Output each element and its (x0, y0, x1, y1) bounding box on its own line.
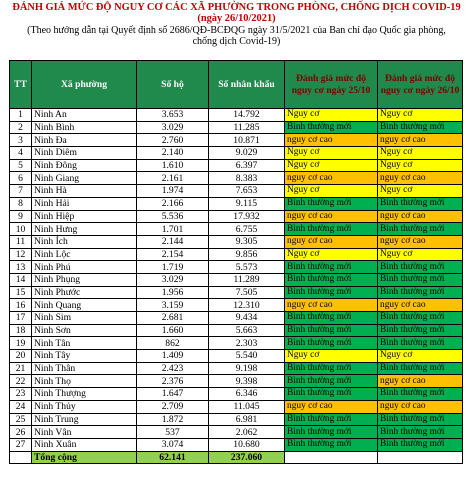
row-ward: Ninh Hiệp (32, 210, 137, 223)
row-population: 9.398 (209, 375, 285, 388)
row-population: 9.305 (209, 235, 285, 248)
table-row (10, 235, 463, 248)
row-households: 3.653 (137, 109, 209, 122)
row-tt: 2 (10, 121, 32, 134)
table-row (10, 172, 463, 185)
row-population: 9.029 (209, 147, 285, 160)
row-risk-2510: Bình thường mới (285, 197, 378, 210)
table-row (10, 261, 463, 274)
row-risk-2510: Bình thường mới (285, 121, 378, 134)
table-row (10, 273, 463, 286)
row-households: 3.074 (137, 438, 209, 451)
row-population: 5.573 (209, 261, 285, 274)
row-tt: 26 (10, 426, 32, 439)
row-tt: 15 (10, 286, 32, 299)
table-row (10, 197, 463, 210)
row-risk-2610: Bình thường mới (378, 197, 463, 210)
row-tt: 17 (10, 312, 32, 325)
row-risk-2510: Bình thường mới (285, 413, 378, 426)
row-risk-2610: Bình thường mới (378, 223, 463, 236)
row-ward: Ninh Trung (32, 413, 137, 426)
row-risk-2510: Nguy cơ (285, 248, 378, 261)
row-population: 5.663 (209, 324, 285, 337)
row-households: 3.029 (137, 121, 209, 134)
row-risk-2510: Bình thường mới (285, 312, 378, 325)
document-title: ĐÁNH GIÁ MỨC ĐỘ NGUY CƠ CÁC XÃ PHƯỜNG TRONG PHÒNG, CHỐNG DỊCH COVID-19 (ngày 26/10/2021) (12, 2, 461, 24)
row-households: 2.760 (137, 134, 209, 147)
row-risk-2610: Nguy cơ (378, 185, 463, 198)
row-tt: 10 (10, 223, 32, 236)
row-risk-2610: Nguy cơ (378, 147, 463, 160)
row-risk-2610: nguy cơ cao (378, 375, 463, 388)
row-ward: Ninh Tây (32, 350, 137, 363)
table-row (10, 223, 463, 236)
row-risk-2610: Bình thường mới (378, 438, 463, 451)
row-tt: 4 (10, 147, 32, 160)
row-tt: 16 (10, 299, 32, 312)
row-households: 1.701 (137, 223, 209, 236)
row-risk-2510: nguy cơ cao (285, 172, 378, 185)
table-row (10, 413, 463, 426)
row-risk-2610: Bình thường mới (378, 388, 463, 401)
row-tt: 20 (10, 350, 32, 363)
row-population: 6.397 (209, 159, 285, 172)
row-households: 1.647 (137, 388, 209, 401)
table-row (10, 400, 463, 413)
row-risk-2510: Bình thường mới (285, 261, 378, 274)
row-risk-2610: Bình thường mới (378, 273, 463, 286)
row-households: 1.974 (137, 185, 209, 198)
row-risk-2510: Nguy cơ (285, 350, 378, 363)
row-risk-2510: Nguy cơ (285, 109, 378, 122)
row-ward: Ninh Hưng (32, 223, 137, 236)
row-population: 8.383 (209, 172, 285, 185)
row-households: 537 (137, 426, 209, 439)
header-risk-2510: Đánh giá mức độ nguy cơ ngày 25/10 (285, 61, 378, 109)
row-population: 9.115 (209, 197, 285, 210)
row-households: 2.161 (137, 172, 209, 185)
row-risk-2510: Bình thường mới (285, 223, 378, 236)
total-label: Tổng cộng (32, 451, 137, 464)
row-risk-2510: Bình thường mới (285, 375, 378, 388)
row-risk-2610: Nguy cơ (378, 248, 463, 261)
table-row (10, 147, 463, 160)
table-row (10, 134, 463, 147)
row-households: 1.872 (137, 413, 209, 426)
table-row (10, 375, 463, 388)
row-risk-2610: nguy cơ cao (378, 210, 463, 223)
row-ward: Ninh Đông (32, 159, 137, 172)
row-households: 1.956 (137, 286, 209, 299)
row-tt: 18 (10, 324, 32, 337)
row-risk-2510: nguy cơ cao (285, 400, 378, 413)
row-tt: 1 (10, 109, 32, 122)
row-risk-2510: nguy cơ cao (285, 299, 378, 312)
row-population: 12.310 (209, 299, 285, 312)
row-risk-2610: Bình thường mới (378, 337, 463, 350)
row-tt: 22 (10, 375, 32, 388)
row-households: 1.409 (137, 350, 209, 363)
row-tt: 25 (10, 413, 32, 426)
row-population: 10.871 (209, 134, 285, 147)
row-risk-2610: Bình thường mới (378, 312, 463, 325)
row-ward: Ninh Vân (32, 426, 137, 439)
row-tt: 23 (10, 388, 32, 401)
row-ward: Ninh Thượng (32, 388, 137, 401)
row-risk-2510: nguy cơ cao (285, 134, 378, 147)
row-risk-2510: Bình thường mới (285, 273, 378, 286)
row-households: 5.536 (137, 210, 209, 223)
table-row (10, 337, 463, 350)
table-row (10, 210, 463, 223)
header-tt: TT (10, 61, 32, 109)
table-row (10, 286, 463, 299)
row-risk-2610: nguy cơ cao (378, 134, 463, 147)
row-risk-2510: Nguy cơ (285, 159, 378, 172)
row-risk-2610: nguy cơ cao (378, 400, 463, 413)
document-subtitle: (Theo hướng dẫn tại Quyết định số 2686/QĐ-BCĐQG ngày 31/5/2021 của Ban chỉ đạo Quốc gia phòng, chống dịch Covid-19) (27, 25, 446, 47)
row-risk-2510: Bình thường mới (285, 362, 378, 375)
row-population: 9.434 (209, 312, 285, 325)
row-ward: Ninh Diêm (32, 147, 137, 160)
row-risk-2610: Bình thường mới (378, 261, 463, 274)
table-row (10, 350, 463, 363)
row-risk-2510: nguy cơ cao (285, 210, 378, 223)
row-population: 6.981 (209, 413, 285, 426)
header-population: Số nhân khẩu (209, 61, 285, 109)
table-row (10, 185, 463, 198)
row-tt: 6 (10, 172, 32, 185)
row-risk-2610: Nguy cơ (378, 159, 463, 172)
row-households: 2.423 (137, 362, 209, 375)
row-ward: Ninh Thọ (32, 375, 137, 388)
row-tt: 19 (10, 337, 32, 350)
row-ward: Ninh Phụng (32, 273, 137, 286)
row-tt: 13 (10, 261, 32, 274)
row-risk-2510: Bình thường mới (285, 337, 378, 350)
row-risk-2610: Bình thường mới (378, 362, 463, 375)
row-tt: 8 (10, 197, 32, 210)
row-households: 1.610 (137, 159, 209, 172)
table-row (10, 121, 463, 134)
table-row (10, 248, 463, 261)
row-households: 862 (137, 337, 209, 350)
total-empty-1 (285, 451, 378, 464)
table-row (10, 426, 463, 439)
row-population: 14.792 (209, 109, 285, 122)
row-ward: Ninh Tân (32, 337, 137, 350)
row-risk-2610: nguy cơ cao (378, 235, 463, 248)
table-row (10, 159, 463, 172)
row-ward: Ninh Giang (32, 172, 137, 185)
row-population: 7.653 (209, 185, 285, 198)
row-population: 6.755 (209, 223, 285, 236)
row-tt: 5 (10, 159, 32, 172)
row-population: 2.303 (209, 337, 285, 350)
row-ward: Ninh Thủy (32, 400, 137, 413)
row-population: 11.289 (209, 273, 285, 286)
row-risk-2610: Bình thường mới (378, 121, 463, 134)
table-row (10, 299, 463, 312)
table-row (10, 324, 463, 337)
row-households: 2.709 (137, 400, 209, 413)
row-population: 9.856 (209, 248, 285, 261)
risk-assessment-table (9, 60, 463, 464)
row-ward: Ninh Bình (32, 121, 137, 134)
row-population: 2.062 (209, 426, 285, 439)
row-risk-2610: nguy cơ cao (378, 299, 463, 312)
total-population: 237.060 (209, 451, 285, 464)
header-risk-2610: Đánh giá mức độ nguy cơ ngày 26/10 (378, 61, 463, 109)
table-row (10, 312, 463, 325)
row-risk-2610: nguy cơ cao (378, 172, 463, 185)
table-row (10, 362, 463, 375)
row-risk-2510: Nguy cơ (285, 147, 378, 160)
row-population: 11.285 (209, 121, 285, 134)
table-row (10, 109, 463, 122)
row-risk-2510: Bình thường mới (285, 438, 378, 451)
row-population: 10.680 (209, 438, 285, 451)
row-population: 9.198 (209, 362, 285, 375)
total-row (10, 451, 463, 464)
row-ward: Ninh Hải (32, 197, 137, 210)
row-households: 3.159 (137, 299, 209, 312)
row-population: 6.346 (209, 388, 285, 401)
row-risk-2610: Bình thường mới (378, 426, 463, 439)
row-households: 2.681 (137, 312, 209, 325)
total-tt (10, 451, 32, 464)
row-risk-2510: Nguy cơ (285, 185, 378, 198)
total-households: 62.141 (137, 451, 209, 464)
row-households: 2.144 (137, 235, 209, 248)
table-row (10, 388, 463, 401)
row-risk-2510: Bình thường mới (285, 426, 378, 439)
row-tt: 27 (10, 438, 32, 451)
row-households: 1.719 (137, 261, 209, 274)
row-population: 11.045 (209, 400, 285, 413)
row-households: 1.660 (137, 324, 209, 337)
row-risk-2610: Nguy cơ (378, 350, 463, 363)
row-ward: Ninh Hà (32, 185, 137, 198)
row-ward: Ninh An (32, 109, 137, 122)
row-risk-2610: Nguy cơ (378, 109, 463, 122)
row-ward: Ninh Phú (32, 261, 137, 274)
row-households: 2.140 (137, 147, 209, 160)
row-ward: Ninh Xuân (32, 438, 137, 451)
row-tt: 11 (10, 235, 32, 248)
row-population: 17.932 (209, 210, 285, 223)
header-ward: Xã phường (32, 61, 137, 109)
row-households: 2.154 (137, 248, 209, 261)
row-tt: 12 (10, 248, 32, 261)
row-households: 2.166 (137, 197, 209, 210)
row-ward: Ninh Sơn (32, 324, 137, 337)
row-tt: 21 (10, 362, 32, 375)
row-ward: Ninh Ích (32, 235, 137, 248)
table-row (10, 438, 463, 451)
row-ward: Ninh Lộc (32, 248, 137, 261)
row-ward: Ninh Phước (32, 286, 137, 299)
row-tt: 24 (10, 400, 32, 413)
row-risk-2510: Bình thường mới (285, 388, 378, 401)
row-ward: Ninh Thân (32, 362, 137, 375)
row-ward: Ninh Quang (32, 299, 137, 312)
row-risk-2610: Bình thường mới (378, 413, 463, 426)
row-ward: Ninh Đa (32, 134, 137, 147)
row-risk-2610: Bình thường mới (378, 324, 463, 337)
row-risk-2510: Bình thường mới (285, 324, 378, 337)
row-risk-2510: Bình thường mới (285, 286, 378, 299)
row-tt: 9 (10, 210, 32, 223)
row-tt: 7 (10, 185, 32, 198)
row-ward: Ninh Sim (32, 312, 137, 325)
row-tt: 3 (10, 134, 32, 147)
row-tt: 14 (10, 273, 32, 286)
row-households: 3.029 (137, 273, 209, 286)
row-risk-2510: nguy cơ cao (285, 235, 378, 248)
row-population: 7.505 (209, 286, 285, 299)
row-risk-2610: Bình thường mới (378, 286, 463, 299)
row-population: 5.540 (209, 350, 285, 363)
table-header-row (10, 61, 463, 109)
row-households: 2.376 (137, 375, 209, 388)
total-empty-2 (378, 451, 463, 464)
header-households: Số hộ (137, 61, 209, 109)
